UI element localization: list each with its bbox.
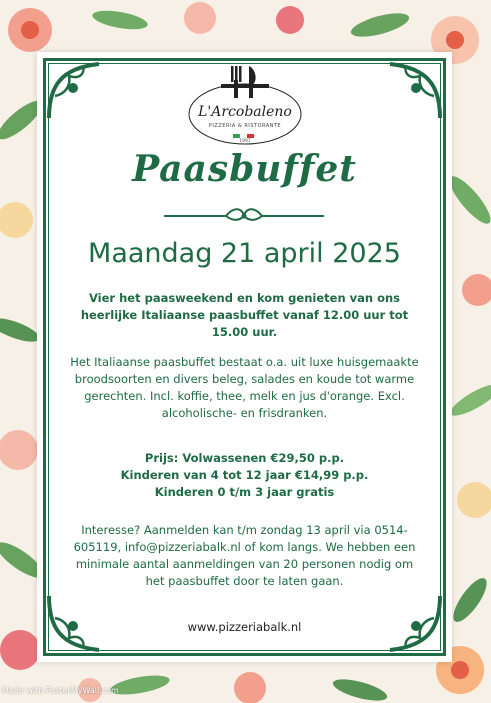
poster-card [37,52,452,662]
corner-ornament-top-right [378,56,448,126]
website-link[interactable]: www.pizzeriabalk.nl [187,620,302,634]
restaurant-logo [187,62,303,148]
price-list [37,450,452,501]
intro-text: Vier het paasweekend en kom genieten van ons heerlijke Italiaanse paasbuffet vanaf 12.00 uur tot 15.00 uur. [80,291,409,339]
watermark-text: Made with PosterMyWall.com [2,686,119,695]
signup-text: Interesse? Aanmelden kan t/m zondag 13 april via 0514-605119, info@pizzeriabalk.nl of kom langs. We hebben een minimale aantal aanmeldingen van 20 personen nodig om het paasbuffet door te laten gaan. [73,523,416,588]
event-date: Maandag 21 april 2025 [88,238,401,269]
logo-name: L'Arcobaleno [198,104,292,120]
logo-year: 1997 [239,139,251,144]
ornament-divider-icon [164,204,324,226]
buffet-description: Het Italiaanse paasbuffet bestaat o.a. uit luxe huisgemaakte broodsoorten en divers beleg, salades en koude tot warme gerechten. Incl. koffie, thee, melk en jus d'orange. Excl. alcoholische- en frisdranken. [70,355,419,420]
logo-subtitle: PIZZERIA & RISTORANTE [208,123,282,129]
price-children-0-3: Kinderen 0 t/m 3 jaar gratis [154,485,335,499]
price-children-4-12: Kinderen van 4 tot 12 jaar €14,99 p.p. [120,468,369,482]
price-adults: Prijs: Volwassenen €29,50 p.p. [144,451,345,465]
corner-ornament-top-left [41,56,111,126]
poster-title: Paasbuffet [132,148,357,190]
